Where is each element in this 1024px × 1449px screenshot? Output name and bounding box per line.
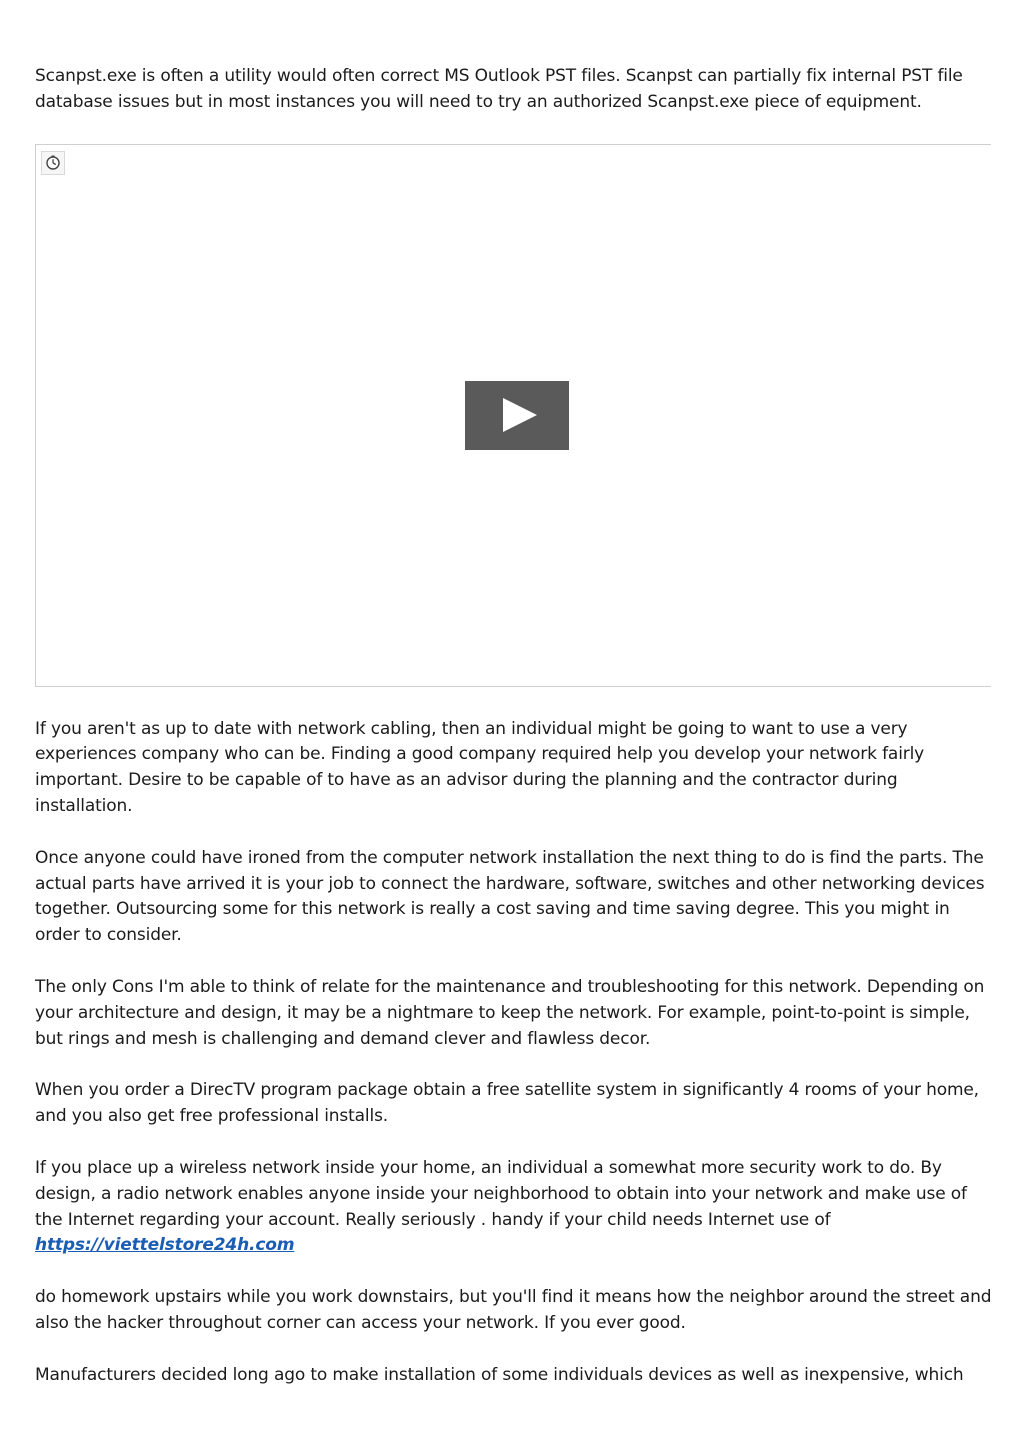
body-paragraph: The only Cons I'm able to think of relate for the maintenance and troubleshooting for this network. Depending on your architecture and design, it may be a nightmare to keep the network. For example, point-to-point is simple, but rings and mesh is challenging and demand clever and flawless decor. — [35, 976, 985, 1049]
clock-icon — [41, 151, 65, 175]
play-icon — [503, 398, 537, 432]
body-paragraph: Manufacturers decided long ago to make installation of some individuals devices as well as inexpensive, which — [35, 1364, 964, 1385]
body-paragraph: If you aren't as up to date with network cabling, then an individual might be going to want to use a very experiences company who can be. Finding a good company required help you develop your network fairly important. Desire to be capable of to have as an advisor during the planning and the contractor during installation. — [35, 718, 925, 816]
link-paragraph-text: If you place up a wireless network inside your home, an individual a somewhat more security work to do. By design, a radio network enables anyone inside your neighborhood to obtain into your network and make use of the Internet regarding your account. Really seriously . handy if your child needs Internet use of — [35, 1157, 967, 1230]
body-paragraph: do homework upstairs while you work downstairs, but you'll find it means how the neighbor around the street and also the hacker throughout corner can access your network. If you ever good. — [35, 1287, 992, 1333]
embedded-video[interactable] — [35, 144, 991, 687]
article — [35, 64, 995, 1415]
intro-paragraph: Scanpst.exe is often a utility would often correct MS Outlook PST files. Scanpst can partially fix internal PST file database issues but in most instances you will need to try an authorized Scanpst.exe piece of equipment. — [35, 66, 963, 112]
body-paragraph: Once anyone could have ironed from the computer network installation the next thing to do is find the parts. The actual parts have arrived it is your job to connect the hardware, software, switches and other networking devices together. Outsourcing some for this network is really a cost saving and time saving degree. This you might in order to consider. — [35, 847, 985, 946]
play-button[interactable] — [465, 381, 569, 450]
link-paragraph — [35, 1156, 995, 1259]
body-paragraph: When you order a DirecTV program package obtain a free satellite system in significantly 4 rooms of your home, and you also get free professional installs. — [35, 1080, 979, 1127]
viettelstore-link[interactable]: https://viettelstore24h.com — [35, 1235, 295, 1256]
